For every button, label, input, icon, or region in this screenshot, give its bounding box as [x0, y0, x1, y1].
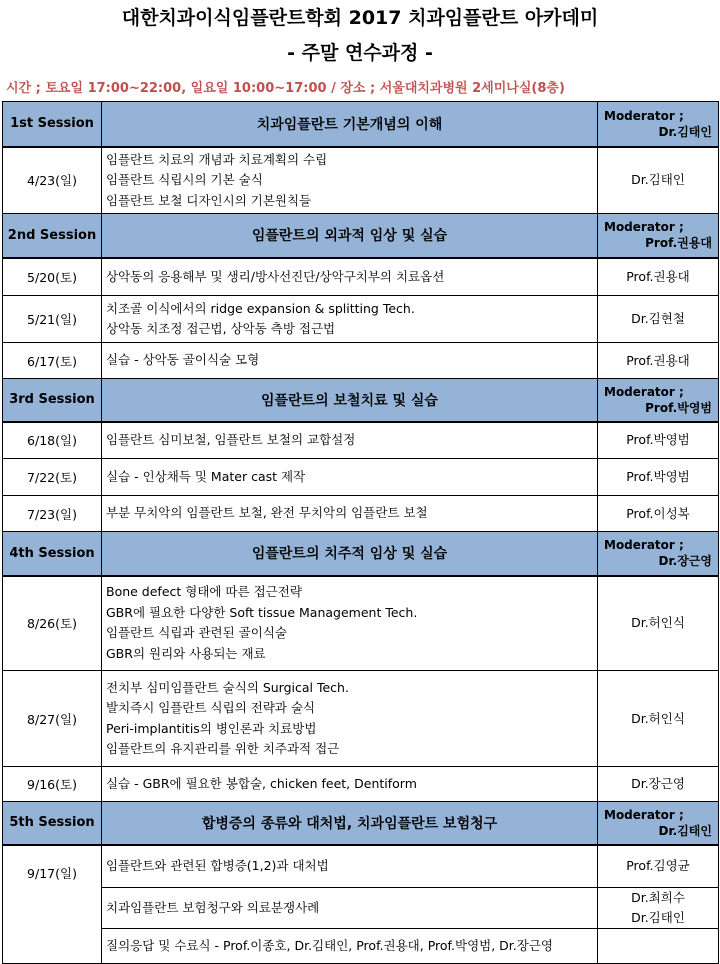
speaker-name: Prof.김영균 — [626, 858, 690, 874]
lecture-speaker — [598, 929, 719, 964]
page-subtitle: - 주말 연수과정 - — [287, 42, 433, 64]
session-header-row — [3, 802, 719, 845]
lecture-row — [3, 258, 719, 296]
lecture-date: 8/26(토) — [3, 576, 102, 671]
lecture-topic: 임플란트 치료의 개념과 치료계획의 수립 — [106, 151, 328, 167]
lecture-date: 6/17(토) — [3, 343, 102, 379]
session-moderator — [598, 102, 719, 147]
lecture-topics — [102, 929, 598, 964]
session-name: 5th Session — [3, 802, 102, 845]
moderator-label: Moderator ; — [604, 108, 684, 123]
session-name: 2nd Session — [3, 214, 102, 258]
session-title: 임플란트의 보철치료 및 실습 — [102, 379, 598, 422]
lecture-speaker — [598, 576, 719, 671]
lecture-topic: 상악동 치조정 접근법, 상악동 측방 접근법 — [106, 321, 336, 336]
lecture-row — [3, 422, 719, 459]
lecture-speaker — [598, 343, 719, 379]
lecture-date: 7/23(일) — [3, 496, 102, 532]
speaker-name: Prof.이성복 — [626, 505, 690, 521]
moderator-label: Moderator ; — [604, 538, 684, 553]
lecture-topics — [102, 845, 598, 888]
lecture-topic: GBR에 필요한 다양한 Soft tissue Management Tech. — [106, 604, 418, 620]
lecture-row — [3, 343, 719, 379]
lecture-topic: GBR의 원리와 사용되는 재료 — [106, 645, 266, 661]
lecture-row — [3, 296, 719, 343]
lecture-topic: 발치즉시 임플란트 식립의 전략과 술식 — [106, 700, 316, 715]
lecture-date: 6/18(일) — [3, 422, 102, 459]
session-header-row — [3, 379, 719, 422]
lecture-speaker — [598, 845, 719, 888]
lecture-row — [3, 888, 719, 929]
lecture-date: 4/23(일) — [3, 147, 102, 214]
session-title: 임플란트의 치주적 임상 및 실습 — [102, 532, 598, 576]
session-title: 치과임플란트 기본개념의 이해 — [102, 102, 598, 147]
speaker-name: Dr.허인식 — [631, 710, 685, 726]
speaker-name: Dr.김태인 — [631, 910, 685, 925]
schedule-table — [2, 101, 719, 964]
lecture-row — [3, 845, 719, 888]
moderator-name: Prof.박영범 — [645, 400, 712, 415]
lecture-topic: 질의응답 및 수료식 - Prof.이종호, Dr.김태인, Prof.권용대, Prof.박영범, Dr.장근영 — [106, 937, 553, 953]
speaker-name: Dr.장근영 — [631, 776, 685, 791]
lecture-topic: 임플란트 식립과 관련된 골이식술 — [106, 625, 287, 641]
lecture-topics — [102, 496, 598, 532]
lecture-topic: 전치부 심미임플란트 술식의 Surgical Tech. — [106, 679, 349, 695]
session-title: 임플란트의 외과적 임상 및 실습 — [102, 214, 598, 258]
moderator-label: Moderator ; — [604, 220, 684, 235]
lecture-date: 7/22(토) — [3, 459, 102, 496]
lecture-topic: 임플란트 식립시의 기본 술식 — [106, 172, 263, 187]
session-header-row — [3, 214, 719, 258]
speaker-name: Prof.박영범 — [626, 469, 690, 484]
lecture-row — [3, 929, 719, 964]
lecture-speaker — [598, 296, 719, 343]
lecture-topic: Bone defect 형태에 따른 접근전략 — [106, 584, 302, 600]
lecture-topics — [102, 422, 598, 459]
lecture-date: 9/16(토) — [3, 767, 102, 802]
lecture-topic: 치과임플란트 보험청구와 의료분쟁사례 — [106, 899, 320, 915]
lecture-topic: 상악동의 응용해부 및 생리/방사선진단/상악구치부의 치료옵션 — [106, 268, 445, 284]
session-name: 3rd Session — [3, 379, 102, 422]
lecture-topics — [102, 296, 598, 343]
lecture-date: 9/17(일) — [3, 845, 102, 964]
speaker-name: Prof.박영범 — [626, 432, 690, 448]
moderator-name: Dr.김태인 — [658, 124, 712, 139]
lecture-speaker — [598, 496, 719, 532]
lecture-topic: 실습 - GBR에 필요한 봉합술, chicken feet, Dentiform — [106, 775, 417, 791]
speaker-name: Dr.김현철 — [631, 311, 685, 326]
session-moderator — [598, 379, 719, 422]
lecture-row — [3, 147, 719, 214]
session-name: 4th Session — [3, 532, 102, 576]
lecture-topic: 실습 - 상악동 골이식술 모형 — [106, 352, 260, 368]
session-moderator — [598, 532, 719, 576]
lecture-speaker — [598, 671, 719, 767]
lecture-topic: 임플란트와 관련된 합병증(1,2)과 대처법 — [106, 858, 329, 873]
speaker-name: Dr.최희수 — [631, 890, 685, 905]
lecture-row — [3, 496, 719, 532]
moderator-label: Moderator ; — [604, 384, 684, 399]
moderator-name: Dr.장근영 — [658, 554, 712, 569]
moderator-name: Prof.권용대 — [645, 236, 712, 251]
moderator-name: Dr.김태인 — [658, 823, 712, 838]
lecture-topics — [102, 671, 598, 767]
lecture-topics — [102, 343, 598, 379]
lecture-speaker — [598, 459, 719, 496]
lecture-topics — [102, 888, 598, 929]
lecture-topics — [102, 767, 598, 802]
schedule-info: 시간 ; 토요일 17:00~22:00, 일요일 10:00~17:00 / 장소 ; 서울대치과병원 2세미나실(8층) — [6, 81, 565, 96]
session-moderator — [598, 802, 719, 845]
lecture-topic: 치조골 이식에서의 ridge expansion & splitting Tech. — [106, 300, 415, 316]
session-header-row — [3, 102, 719, 147]
lecture-topic: 임플란트 심미보철, 임플란트 보철의 교합설정 — [106, 432, 356, 447]
lecture-topics — [102, 147, 598, 214]
lecture-speaker — [598, 147, 719, 214]
lecture-topic: 실습 - 인상채득 및 Mater cast 제작 — [106, 468, 306, 484]
lecture-topics — [102, 258, 598, 296]
lecture-speaker — [598, 422, 719, 459]
lecture-topic: 임플란트 보철 디자인시의 기본원칙들 — [106, 192, 312, 208]
speaker-name: Prof.권용대 — [626, 352, 690, 368]
session-title: 합병증의 종류와 대처법, 치과임플란트 보험청구 — [102, 802, 598, 845]
lecture-date: 5/21(일) — [3, 296, 102, 343]
session-name: 1st Session — [3, 102, 102, 147]
lecture-topic: 부분 무치악의 임플란트 보철, 완전 무치악의 임플란트 보철 — [106, 505, 428, 521]
page-title: 대한치과이식임플란트학회 2017 치과임플란트 아카데미 — [121, 7, 599, 29]
lecture-topics — [102, 576, 598, 671]
lecture-speaker — [598, 258, 719, 296]
lecture-row — [3, 459, 719, 496]
lecture-date: 5/20(토) — [3, 258, 102, 296]
moderator-label: Moderator ; — [604, 807, 684, 822]
speaker-name: Dr.김태인 — [631, 172, 685, 188]
lecture-speaker — [598, 888, 719, 929]
speaker-name: Dr.허인식 — [631, 615, 685, 631]
lecture-topic: 임플란트의 유지관리를 위한 치주과적 접근 — [106, 741, 340, 756]
lecture-topic: Peri-implantitis의 병인론과 치료방법 — [106, 720, 317, 736]
session-header-row — [3, 532, 719, 576]
lecture-date: 8/27(일) — [3, 671, 102, 767]
lecture-speaker — [598, 767, 719, 802]
lecture-topics — [102, 459, 598, 496]
lecture-row — [3, 767, 719, 802]
lecture-row — [3, 671, 719, 767]
speaker-name: Prof.권용대 — [626, 268, 690, 284]
session-moderator — [598, 214, 719, 258]
lecture-row — [3, 576, 719, 671]
